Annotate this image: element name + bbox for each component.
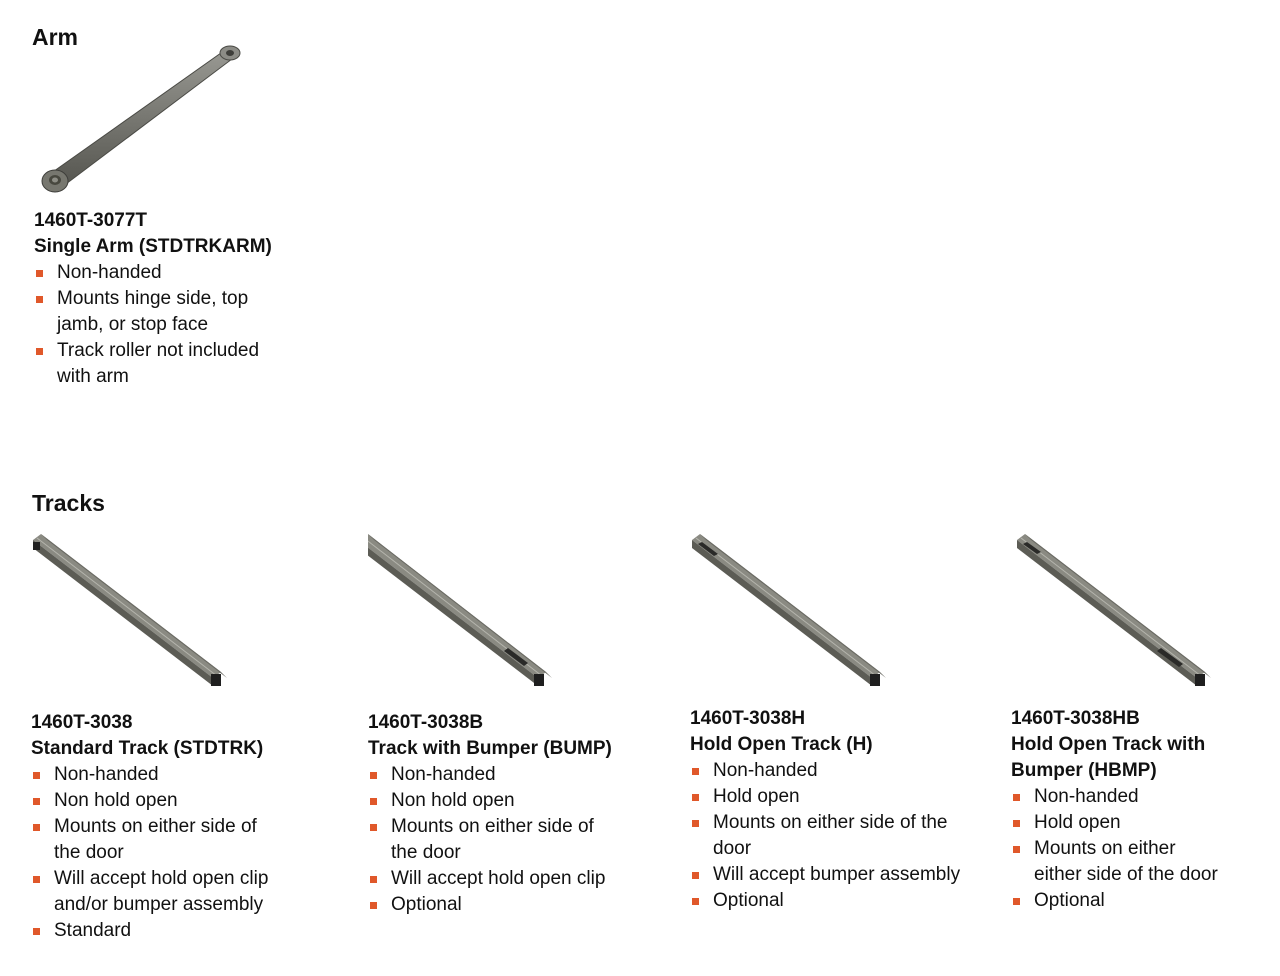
tracks-section-title: Tracks [32,490,105,516]
feature-item: Non-handed [1011,784,1241,810]
feature-item: Mounts on either side of the door [368,814,616,866]
feature-item: Non-handed [690,758,990,784]
product-code: 1460T-3038H [690,708,806,729]
feature-item: Mounts hinge side, top jamb, or stop face [34,286,277,338]
product-name: Hold Open Track (H) [690,734,873,755]
product-name: Track with Bumper (BUMP) [368,738,612,759]
feature-item: Optional [1011,888,1241,914]
door-closer-track-icon [31,532,231,692]
door-closer-arm-icon [38,44,248,204]
feature-list [368,762,633,918]
track-product-card [31,532,301,944]
feature-list [1011,784,1241,914]
feature-list [690,758,990,914]
feature-item: Mounts on either either side of the door [1011,836,1219,888]
feature-list [31,762,296,944]
track-product-card [1011,532,1251,914]
arm-product-card [34,44,304,390]
feature-item: Non-handed [31,762,296,788]
feature-item: Mounts on either side of the door [690,810,973,862]
feature-item: Optional [368,892,633,918]
product-name: Standard Track (STDTRK) [31,738,264,759]
feature-item: Track roller not included with arm [34,338,277,390]
feature-item: Mounts on either side of the door [31,814,279,866]
product-code: 1460T-3077T [34,210,148,231]
feature-item: Non hold open [368,788,633,814]
door-closer-hold-open-track-with-bumper-icon [1011,532,1211,692]
feature-item: Non hold open [31,788,296,814]
feature-item: Non-handed [34,260,304,286]
product-name: Hold Open Track with Bumper (HBMP) [1011,734,1206,781]
feature-item: Hold open [690,784,990,810]
product-name: Single Arm (STDTRKARM) [34,236,272,257]
product-code: 1460T-3038 [31,712,133,733]
arm-section-title: Arm [32,24,79,50]
feature-list [34,260,304,390]
feature-item: Hold open [1011,810,1241,836]
feature-item: Optional [690,888,990,914]
feature-item: Will accept bumper assembly [690,862,990,888]
track-product-card [368,532,638,918]
feature-item: Standard [31,918,296,944]
door-closer-track-with-bumper-icon [368,532,568,692]
track-product-card [690,532,990,914]
product-code: 1460T-3038HB [1011,708,1140,729]
door-closer-hold-open-track-icon [690,532,890,692]
feature-item: Will accept hold open clip [368,866,633,892]
feature-item: Will accept hold open clip and/or bumper assembly [31,866,296,918]
product-code: 1460T-3038B [368,712,484,733]
feature-item: Non-handed [368,762,633,788]
